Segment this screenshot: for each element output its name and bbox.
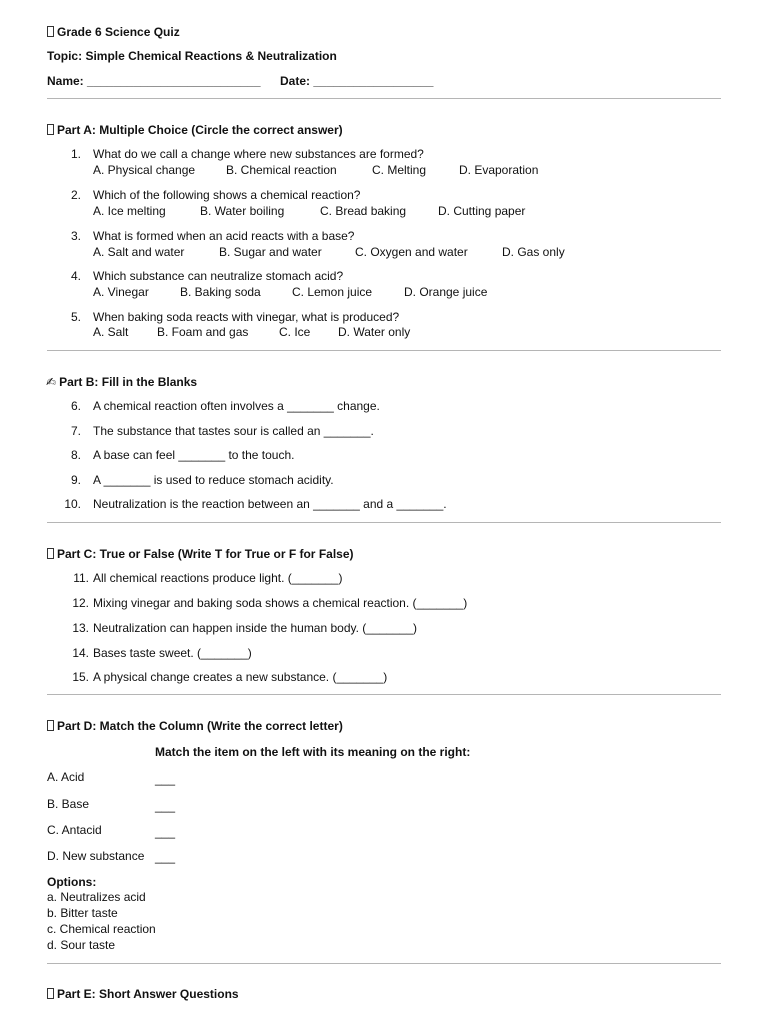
option[interactable]: B. Foam and gas: [157, 325, 249, 339]
option[interactable]: A. Vinegar: [93, 285, 149, 299]
match-blank[interactable]: ___: [155, 850, 176, 864]
option-d: d. Sour taste: [47, 938, 116, 952]
option-a: a. Neutralizes acid: [47, 890, 146, 904]
option-b: b. Bitter taste: [47, 906, 118, 920]
option[interactable]: D. Evaporation: [459, 163, 539, 177]
part-c-heading: Part C: True or False (Write T for True or F for False): [47, 546, 354, 562]
divider: [47, 694, 721, 695]
option[interactable]: D. Orange juice: [404, 285, 488, 299]
option[interactable]: A. Salt: [93, 325, 129, 339]
option[interactable]: C. Ice: [279, 325, 311, 339]
option[interactable]: C. Oxygen and water: [355, 245, 468, 259]
match-blank[interactable]: ___: [155, 825, 176, 839]
part-d-heading: Part D: Match the Column (Write the correct letter): [47, 718, 343, 734]
divider: [47, 350, 721, 351]
name-field[interactable]: Name: __________________________: [47, 74, 261, 88]
option[interactable]: C. Bread baking: [320, 204, 407, 218]
divider: [47, 522, 721, 523]
quiz-topic: Topic: Simple Chemical Reactions & Neutralization: [47, 49, 337, 63]
quiz-title: Grade 6 Science Quiz: [47, 24, 180, 40]
option[interactable]: B. Baking soda: [180, 285, 261, 299]
match-blank[interactable]: ___: [155, 799, 176, 813]
part-d-instruction: Match the item on the left with its meaning on the right:: [155, 745, 471, 759]
option[interactable]: A. Salt and water: [93, 245, 185, 259]
missing-glyph-icon: [47, 124, 54, 135]
option-c: c. Chemical reaction: [47, 922, 156, 936]
missing-glyph-icon: [47, 720, 54, 731]
match-blank[interactable]: ___: [155, 772, 176, 786]
option[interactable]: D. Water only: [338, 325, 411, 339]
option[interactable]: B. Water boiling: [200, 204, 285, 218]
option[interactable]: B. Sugar and water: [219, 245, 322, 259]
options-heading: Options:: [47, 875, 97, 889]
missing-glyph-icon: [47, 26, 54, 37]
date-field[interactable]: Date: __________________: [280, 74, 434, 88]
option[interactable]: A. Physical change: [93, 163, 196, 177]
option[interactable]: C. Melting: [372, 163, 427, 177]
option[interactable]: C. Lemon juice: [292, 285, 373, 299]
option[interactable]: B. Chemical reaction: [226, 163, 337, 177]
part-b-heading: ✍ Part B: Fill in the Blanks: [46, 375, 198, 389]
option[interactable]: D. Gas only: [502, 245, 565, 259]
writing-hand-icon: ✍: [46, 375, 57, 389]
missing-glyph-icon: [47, 988, 54, 999]
missing-glyph-icon: [47, 548, 54, 559]
part-e-heading: Part E: Short Answer Questions: [47, 986, 239, 1002]
part-a-heading: Part A: Multiple Choice (Circle the correct answer): [47, 122, 343, 138]
option[interactable]: D. Cutting paper: [438, 204, 526, 218]
divider: [47, 963, 721, 964]
divider: [47, 98, 721, 99]
option[interactable]: A. Ice melting: [93, 204, 166, 218]
